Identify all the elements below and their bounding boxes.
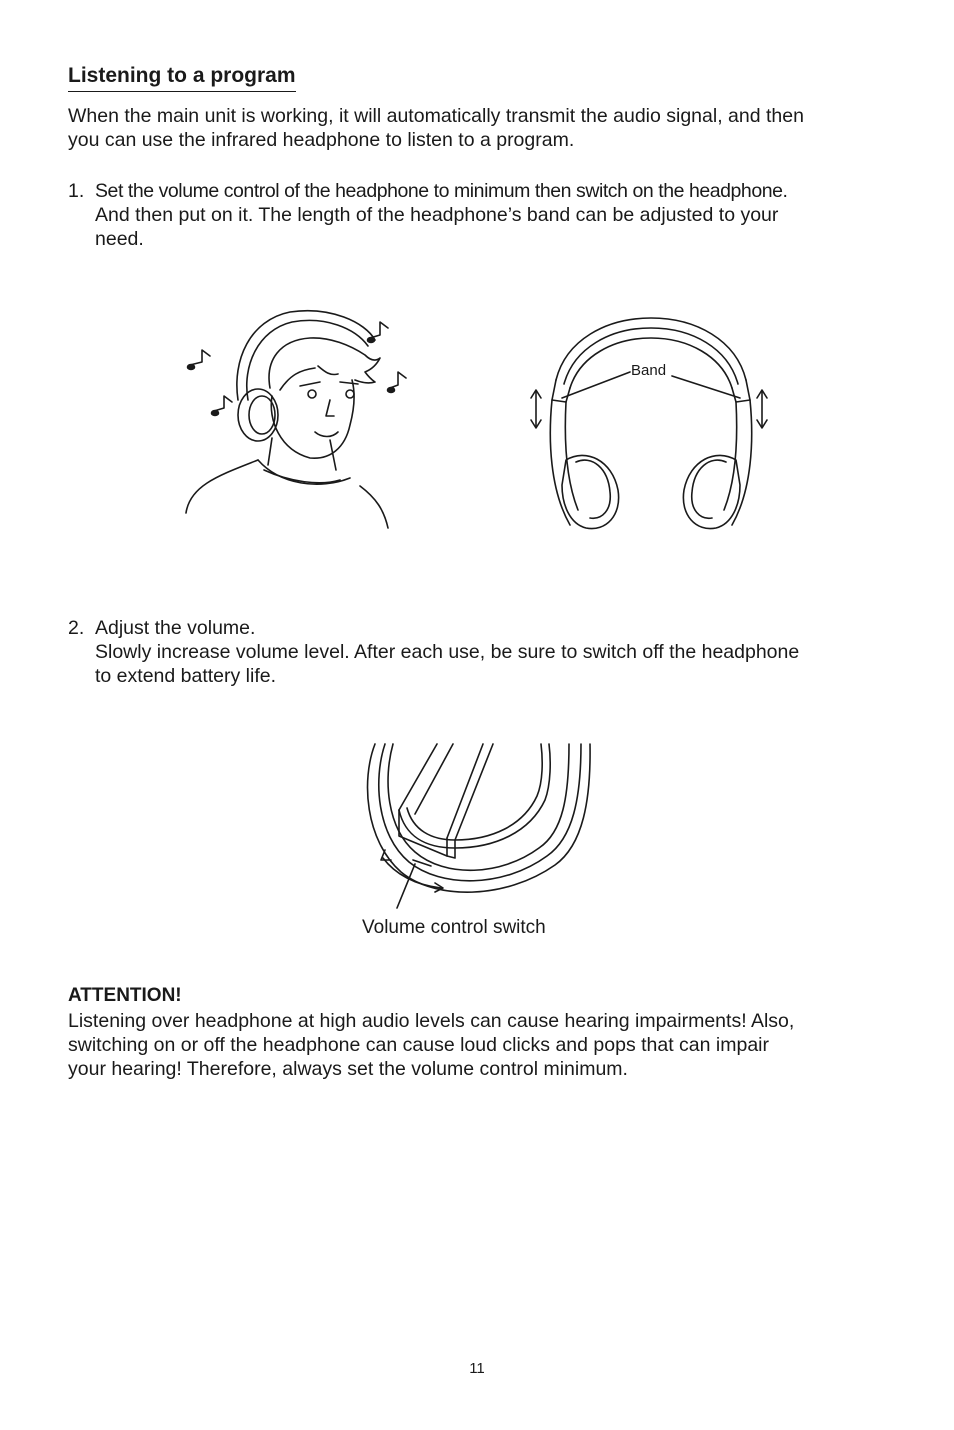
step-number: 1. — [68, 180, 85, 202]
attention-title: ATTENTION! — [68, 985, 182, 1006]
attention-line: your hearing! Therefore, always set the volume control minimum. — [68, 1058, 628, 1080]
headphone-band-illustration — [526, 310, 776, 535]
page-number: 11 — [469, 1360, 485, 1377]
person-wearing-headphone-illustration — [180, 300, 420, 535]
volume-control-switch-label: Volume control switch — [362, 917, 546, 938]
attention-line: switching on or off the headphone can cause loud clicks and pops that can impair — [68, 1034, 770, 1056]
step-line: to extend battery life. — [95, 665, 277, 687]
band-label: Band — [631, 362, 667, 379]
attention-line: Listening over headphone at high audio levels can cause hearing impairments! Also, — [68, 1010, 795, 1032]
step-line: Set the volume control of the headphone to minimum then switch on the headphone. — [95, 180, 788, 202]
volume-control-switch-illustration — [355, 740, 600, 938]
intro-line: When the main unit is working, it will automatically transmit the audio signal, and then — [68, 105, 804, 127]
step-line: need. — [95, 228, 144, 250]
intro-line: you can use the infrared headphone to listen to a program. — [68, 129, 575, 151]
step-line: Slowly increase volume level. After each use, be sure to switch off the headphone — [95, 641, 800, 663]
step-line: Adjust the volume. — [95, 617, 256, 639]
step-number: 2. — [68, 617, 85, 639]
section-heading: Listening to a program — [68, 64, 296, 92]
step-2 — [68, 616, 878, 688]
step-line: And then put on it. The length of the headphone’s band can be adjusted to your — [95, 204, 779, 226]
step-1 — [68, 179, 878, 251]
attention-paragraph — [68, 1009, 878, 1081]
intro-paragraph — [68, 104, 868, 152]
